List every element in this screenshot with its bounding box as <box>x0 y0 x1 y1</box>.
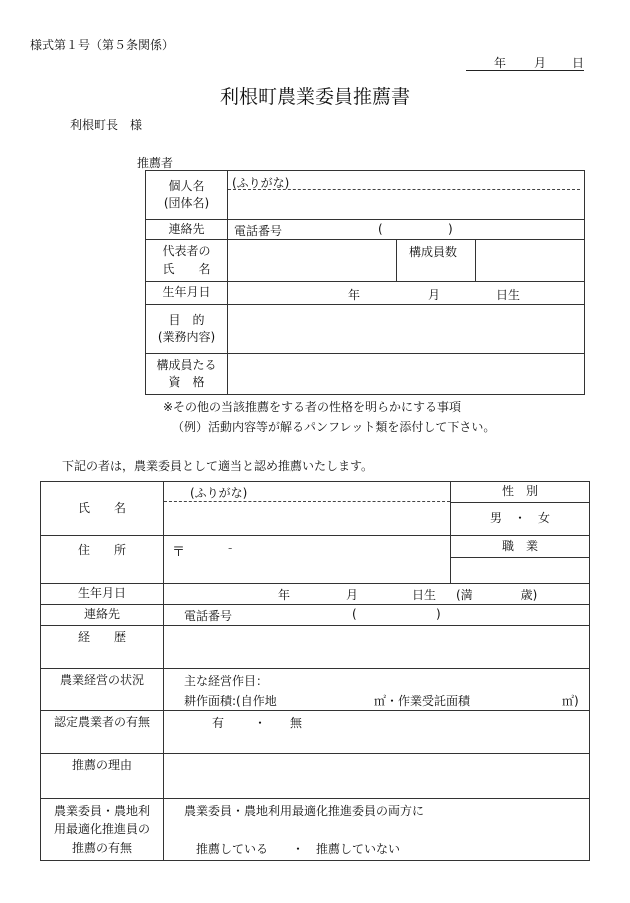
postal-dash: - <box>228 541 233 555</box>
representative-label: 代表者の 氏 名 <box>145 239 228 282</box>
candidate-phone-paren-open: ( <box>352 607 357 621</box>
recommender-phone-label: 電話番号 <box>234 224 283 238</box>
dual-recommendation-label: 農業委員・農地利 用最適化推進員の 推薦の有無 <box>40 798 164 861</box>
candidate-name-label: 氏 名 <box>40 481 164 536</box>
career-label: 経 歴 <box>40 625 164 669</box>
sex-label: 性 別 <box>450 481 590 503</box>
birth-year-label: 年 <box>348 288 361 302</box>
area-unit-own: ㎡・作業受託面積 <box>374 694 471 708</box>
recommender-name-label: 個人名 (団体名) <box>145 170 228 220</box>
birth-day-label: 日生 <box>496 288 521 302</box>
date-day-label: 日 <box>572 56 585 70</box>
date-month-label: 月 <box>534 56 547 70</box>
recommender-birth-label: 生年月日 <box>145 281 228 305</box>
candidate-birth-day: 日生 <box>412 588 437 602</box>
address-label: 住 所 <box>40 535 164 584</box>
addressee: 利根町長 様 <box>70 118 143 132</box>
dual-no-option[interactable]: 推薦していない <box>316 842 401 856</box>
form-number: 様式第１号（第５条関係） <box>30 38 175 52</box>
qualification-label: 構成員たる 資 格 <box>145 353 228 395</box>
farm-status-label: 農業経営の状況 <box>40 668 164 711</box>
farm-status-field[interactable] <box>163 668 590 711</box>
reason-label: 推薦の理由 <box>40 753 164 799</box>
date-line[interactable] <box>466 56 584 71</box>
job-label: 職 業 <box>450 535 590 558</box>
sex-options[interactable]: 男 ・ 女 <box>450 502 590 536</box>
candidate-contact-label: 連絡先 <box>40 604 164 626</box>
candidate-birth-label: 生年月日 <box>40 583 164 605</box>
note-line-1: ※その他の当該推薦をする者の性格を明らかにする事項 <box>163 400 462 414</box>
recommender-contact-label: 連絡先 <box>145 219 228 240</box>
statement: 下記の者は，農業委員として適当と認め推薦いたします。 <box>62 459 374 473</box>
candidate-phone-label: 電話番号 <box>184 609 233 623</box>
representative-field[interactable] <box>227 239 397 282</box>
job-field[interactable] <box>450 557 590 584</box>
dual-recommendation-field[interactable] <box>163 798 590 861</box>
qualification-field[interactable] <box>227 353 585 395</box>
recommender-birth-field[interactable] <box>227 281 585 305</box>
reason-field[interactable] <box>163 753 590 799</box>
recommender-label: 推薦者 <box>137 156 174 170</box>
furigana-divider <box>228 189 580 190</box>
recommender-furigana-label: (ふりがな) <box>232 176 290 190</box>
candidate-birth-field[interactable] <box>163 583 590 605</box>
certified-no[interactable]: 無 <box>290 716 303 730</box>
candidate-phone-paren-close: ) <box>436 607 441 621</box>
recommender-phone-field[interactable] <box>227 219 585 240</box>
recommender-phone-paren-open: ( <box>378 222 383 236</box>
certified-farmer-field[interactable] <box>163 710 590 754</box>
career-field[interactable] <box>163 625 590 669</box>
recommender-phone-paren-close: ) <box>448 222 453 236</box>
area-unit-contract: ㎡) <box>562 694 579 708</box>
purpose-field[interactable] <box>227 304 585 354</box>
candidate-birth-month: 月 <box>346 588 359 602</box>
certified-yes[interactable]: 有 <box>212 716 225 730</box>
address-field[interactable] <box>163 535 451 584</box>
dual-yes-option[interactable]: 推薦している <box>196 842 269 856</box>
page-title: 利根町農業委員推薦書 <box>219 86 410 108</box>
candidate-phone-field[interactable] <box>163 604 590 626</box>
dual-question: 農業委員・農地利用最適化推進委員の両方に <box>184 804 425 818</box>
certified-dot: ・ <box>254 716 267 730</box>
date-year-label: 年 <box>494 56 507 70</box>
birth-month-label: 月 <box>428 288 441 302</box>
cultivated-area-label: 耕作面積:(自作地 <box>184 694 277 708</box>
candidate-furigana-label: (ふりがな) <box>190 486 248 500</box>
members-field[interactable] <box>475 239 585 282</box>
dual-dot: ・ <box>292 842 305 856</box>
candidate-furigana-divider <box>164 501 450 502</box>
postal-mark: 〒 <box>172 545 186 560</box>
candidate-birth-year: 年 <box>278 588 291 602</box>
members-label-cell <box>396 239 476 282</box>
recommender-name-field[interactable] <box>227 170 585 220</box>
purpose-label: 目 的 (業務内容) <box>145 304 228 354</box>
members-label: 構成員数 <box>409 245 458 259</box>
note-line-2: （例）活動内容等が解るパンフレット類を添付して下さい。 <box>172 420 496 434</box>
main-crops-label: 主な経営作目： <box>184 674 269 688</box>
candidate-age: (満 歳) <box>456 588 538 602</box>
certified-farmer-label: 認定農業者の有無 <box>40 710 164 754</box>
candidate-name-field[interactable] <box>163 481 451 536</box>
